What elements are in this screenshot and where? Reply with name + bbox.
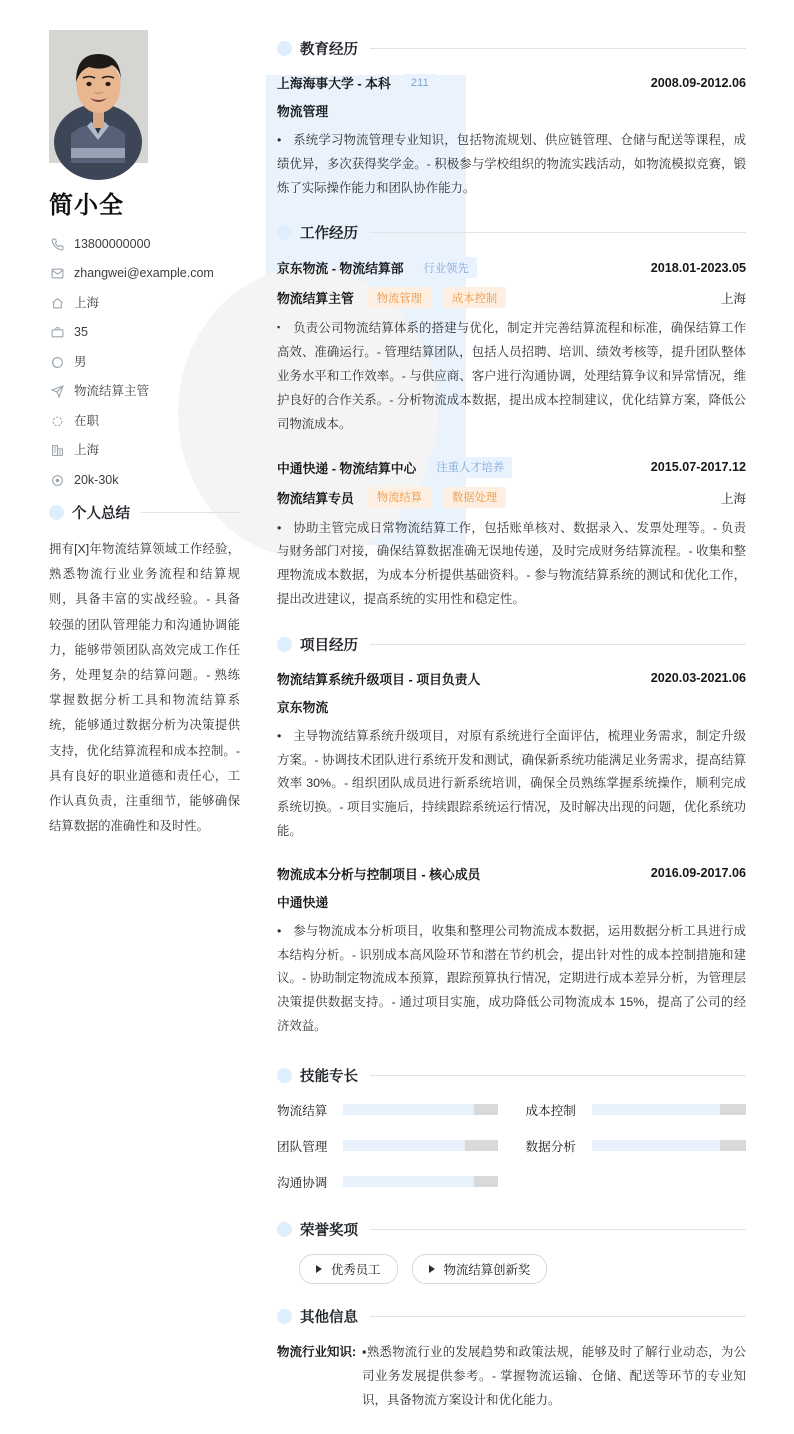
status-badge: 211 (403, 74, 437, 91)
skill-item (277, 1100, 498, 1119)
status-badge: 注重人才培养 (428, 457, 512, 478)
skill-item (526, 1100, 747, 1119)
section-title: 技能专长 (300, 1068, 358, 1085)
section-projects (277, 634, 746, 1039)
entry-description (277, 517, 746, 612)
section-header-skills (277, 1065, 746, 1086)
skill-label: 团队管理 (277, 1139, 328, 1154)
skill-label: 物流结算 (277, 1103, 328, 1118)
phone-icon (49, 236, 65, 252)
circle-icon (277, 637, 292, 652)
contact-age (49, 325, 240, 341)
project-entry (277, 669, 746, 844)
building-icon (49, 443, 65, 459)
section-education (277, 38, 746, 200)
description-text: 协助主管完成日常物流结算工作，包括账单核对、数据录入、发票处理等。- 负责与财务部门对接，确保结算数据准确无误地传递，及时完成财务结算流程。- 收集和整理物流成本数据，为成本分析提供基础资料。- 参与物流结算系统的测试和优化工作，提出改进建议，提高系统的实用性和稳定性。 (277, 520, 746, 606)
section-title: 项目经历 (300, 637, 358, 654)
honor-item[interactable] (299, 1254, 398, 1284)
entry-date: 2016.09-2017.06 (650, 866, 746, 881)
contact-gender (49, 354, 240, 370)
circle-icon (277, 225, 292, 240)
contact-list (49, 236, 240, 488)
bullet-icon: ▪ (362, 1344, 367, 1359)
entry-date: 2020.03-2021.06 (650, 671, 746, 686)
job-location: 上海 (720, 292, 746, 307)
contact-email (49, 266, 240, 282)
bullet-icon: • (277, 923, 282, 938)
section-title: 工作经历 (300, 226, 358, 243)
description-text: 负责公司物流结算体系的搭建与优化，制定并完善结算流程和标准，确保结算工作高效、准确运行。- 管理结算团队，包括人员招聘、培训、绩效考核等，提升团队整体业务水平和工作效率。- 与供应商、客户进行沟通协调，处理结算争议和异常情况，维护良好的合作关系。- 分析物流成本数据，提出成本控制建议，优化结算方案，降低公司物流成本。 (277, 321, 746, 431)
skill-progress-fill (343, 1176, 474, 1187)
section-header-education (277, 38, 746, 59)
job-title: 物流结算主管 (277, 291, 354, 307)
divider (370, 644, 746, 645)
contact-value: 男 (74, 354, 87, 369)
skill-label: 沟通协调 (277, 1175, 328, 1190)
project-entry (277, 864, 746, 1039)
home-icon (49, 295, 65, 311)
entry-subheader (277, 487, 746, 508)
skill-list (277, 1100, 746, 1191)
project-company: 京东物流 (277, 699, 329, 715)
salary-icon (49, 472, 65, 488)
play-triangle-icon (316, 1265, 322, 1273)
skill-progress (343, 1176, 498, 1187)
circle-icon (277, 1309, 292, 1324)
skill-progress (592, 1140, 747, 1151)
contact-value: zhangwei@example.com (74, 266, 214, 280)
skill-item (277, 1172, 498, 1191)
skill-progress (343, 1140, 498, 1151)
project-name: 物流结算系统升级项目 - 项目负责人 (277, 671, 481, 687)
contact-value: 上海 (74, 295, 100, 310)
contact-phone (49, 236, 240, 252)
other-info-row (277, 1341, 746, 1412)
entry-header (277, 457, 746, 478)
circle-icon (277, 41, 292, 56)
skill-progress-fill (592, 1104, 720, 1115)
contact-value: 在职 (74, 413, 100, 428)
status-badge: 行业领先 (416, 257, 477, 278)
skill-progress-fill (592, 1140, 720, 1151)
tag: 物流管理 (368, 287, 431, 308)
section-work (277, 222, 746, 611)
section-header-projects (277, 634, 746, 655)
skill-progress-fill (343, 1140, 465, 1151)
tag: 数据处理 (443, 487, 506, 508)
entry-date: 2015.07-2017.12 (650, 460, 746, 474)
tag-list (368, 487, 518, 508)
section-header-summary (49, 502, 240, 523)
skill-item (526, 1136, 747, 1155)
job-location: 上海 (720, 491, 746, 506)
entry-header (277, 257, 746, 278)
briefcase-icon (49, 325, 65, 341)
section-header-other (277, 1306, 746, 1327)
contact-value: 35 (74, 325, 88, 339)
honor-list (277, 1254, 746, 1284)
work-entry (277, 457, 746, 612)
skill-label: 成本控制 (525, 1103, 576, 1118)
skill-label: 数据分析 (525, 1139, 576, 1154)
section-header-work (277, 222, 746, 243)
skill-progress (343, 1104, 498, 1115)
divider (370, 1075, 746, 1076)
divider (370, 1316, 746, 1317)
divider (141, 512, 240, 513)
entry-header (277, 73, 746, 92)
section-title: 荣誉奖项 (300, 1222, 358, 1239)
gender-icon (49, 354, 65, 370)
summary-text: 拥有[X]年物流结算领域工作经验，熟悉物流行业业务流程和结算规则，具备丰富的实战经验。- 具备较强的团队管理能力和沟通协调能力，能够带领团队高效完成工作任务，处理复杂的结算问题。- 熟练掌握数据分析工具和物流结算系统，能够通过数据分析为决策提供支持，优化结算流程和成本控制。- 具有良好的职业道德和责任心，工作认真负责，注重细节，能够确保结算数据的准确性和及时性。 (49, 542, 240, 834)
circle-icon (277, 1222, 292, 1237)
bullet-icon: • (277, 728, 282, 743)
bullet-icon: • (277, 133, 282, 147)
contact-work-city (49, 443, 240, 459)
company-name: 京东物流 - 物流结算部 (277, 261, 404, 277)
skill-item (277, 1136, 498, 1155)
entry-description (277, 129, 746, 200)
main-column (266, 0, 794, 1434)
bullet-icon: ▪ (277, 322, 281, 333)
page-title: 简小全 (49, 192, 124, 219)
entry-header (277, 669, 746, 688)
project-company: 中通快递 (277, 894, 329, 910)
divider (370, 48, 746, 49)
skill-progress (592, 1104, 747, 1115)
sidebar (0, 0, 266, 1434)
play-triangle-icon (429, 1265, 435, 1273)
section-header-honors (277, 1219, 746, 1240)
entry-description (277, 725, 746, 844)
section-skills (277, 1065, 746, 1191)
circle-icon (49, 505, 64, 520)
major-name: 物流管理 (277, 104, 329, 119)
entry-description (277, 317, 746, 436)
mail-icon (49, 266, 65, 282)
section-title: 教育经历 (300, 42, 358, 58)
entry-date: 2018.01-2023.05 (650, 260, 746, 275)
other-info-value (362, 1341, 746, 1412)
entry-subheader (277, 287, 746, 308)
section-title: 其他信息 (300, 1309, 358, 1326)
section-other (277, 1306, 746, 1412)
honor-label: 物流结算创新奖 (443, 1262, 531, 1277)
contact-salary (49, 472, 240, 488)
circle-icon (277, 1068, 292, 1083)
entry-header (277, 864, 746, 883)
education-entry (277, 73, 746, 200)
company-name: 中通快递 - 物流结算中心 (277, 460, 417, 476)
other-info-text: 熟悉物流行业的发展趋势和政策法规，能够及时了解行业动态，为公司业务发展提供参考。- 掌握物流运输、仓储、配送等环节的专业知识，具备物流方案设计和优化能力。 (362, 1344, 746, 1407)
status-icon (49, 413, 65, 429)
contact-position (49, 384, 240, 400)
tag-list (368, 287, 518, 308)
entry-date: 2008.09-2012.06 (650, 75, 746, 90)
contact-status (49, 413, 240, 429)
description-text: 主导物流结算系统升级项目，对原有系统进行全面评估，梳理业务需求，制定升级方案。- 协调技术团队进行系统开发和测试，确保新系统功能满足业务需求，提高结算效率 30%。- 组织团队成员进行新系统培训，确保全员熟练掌握系统操作，顺利完成系统切换。- 项目实施后，持续跟踪系统运行情况，及时解决出现的问题，优化系统功能。 (277, 728, 746, 838)
honor-item[interactable] (412, 1254, 548, 1284)
send-icon (49, 384, 65, 400)
project-name: 物流成本分析与控制项目 - 核心成员 (277, 866, 481, 882)
bullet-icon: • (277, 520, 282, 535)
entry-description (277, 920, 746, 1039)
job-title: 物流结算专员 (277, 490, 354, 506)
divider (370, 1229, 746, 1230)
contact-value: 20k-30k (74, 472, 119, 487)
other-info-key: 物流行业知识: (277, 1344, 357, 1359)
honor-label: 优秀员工 (331, 1262, 381, 1277)
section-title: 个人总结 (72, 506, 130, 522)
tag: 物流结算 (368, 487, 431, 508)
avatar (49, 30, 148, 163)
contact-value: 上海 (74, 443, 100, 457)
description-text: 系统学习物流管理专业知识，包括物流规划、供应链管理、仓储与配送等课程，成绩优异，多次获得奖学金。- 积极参与学校组织的物流实践活动，如物流模拟竞赛，锻炼了实际操作能力和团队协作能力。 (277, 133, 746, 195)
contact-value: 13800000000 (74, 236, 151, 251)
section-honors (277, 1219, 746, 1284)
contact-hometown (49, 295, 240, 311)
description-text: 参与物流成本分析项目，收集和整理公司物流成本数据，运用数据分析工具进行成本结构分析。- 识别成本高风险环节和潜在节约机会，提出针对性的成本控制措施和建议。- 协助制定物流成本预算，跟踪预算执行情况，定期进行成本差异分析，为管理层决策提供数据支持。- 通过项目实施，成功降低公司物流成本 15%，提高了公司的经济效益。 (277, 923, 746, 1034)
work-entry (277, 257, 746, 436)
divider (370, 232, 746, 233)
contact-value: 物流结算主管 (74, 384, 150, 398)
school-name: 上海海事大学 - 本科 (277, 76, 391, 91)
skill-progress-fill (343, 1104, 474, 1115)
tag: 成本控制 (443, 287, 506, 308)
